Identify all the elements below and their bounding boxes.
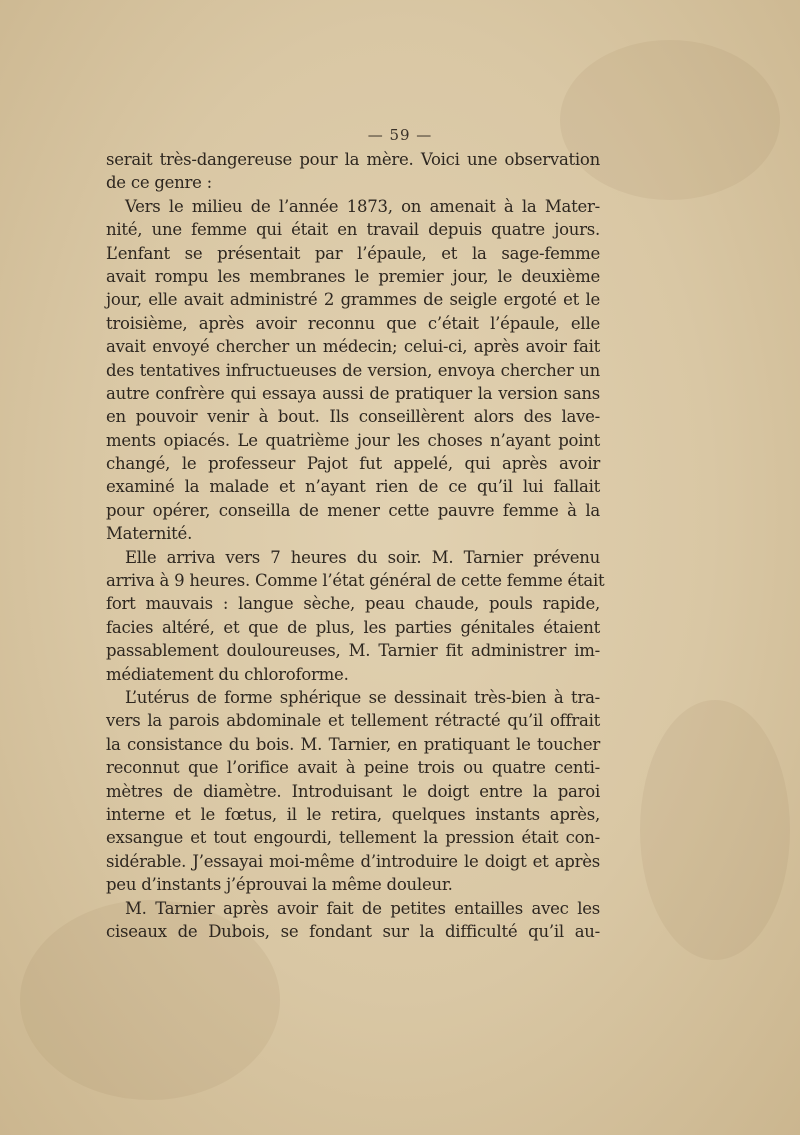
text-line: nité, une femme qui était en travail depuis quatre jours. <box>106 220 600 240</box>
text-line: changé, le professeur Pajot fut appelé, qui après avoir <box>106 454 600 474</box>
text-line: reconnut que l’orifice avait à peine trois ou quatre centi- <box>106 758 600 778</box>
text-line: pour opérer, conseilla de mener cette pauvre femme à la <box>106 500 600 520</box>
text-line: sidérable. J’essayai moi-même d’introduire le doigt et après <box>106 851 600 871</box>
text-line: Elle arriva vers 7 heures du soir. M. Tarnier prévenu <box>125 547 600 567</box>
text-line: de ce genre : <box>106 173 212 193</box>
text-line: Maternité. <box>106 524 193 544</box>
text-line: des tentatives infructueuses de version, envoya chercher un <box>106 360 600 380</box>
text-line: jour, elle avait administré 2 grammes de seigle ergoté et le <box>106 290 600 310</box>
text-line: L’enfant se présentait par l’épaule, et la sage-femme <box>106 243 600 263</box>
text-line: L’utérus de forme sphérique se dessinait très-bien à tra- <box>125 687 600 707</box>
text-line: peu d’instants j’éprouvai la même douleur. <box>106 875 453 895</box>
text-line: autre confrère qui essaya aussi de pratiquer la version sans <box>106 383 600 403</box>
text-line: passablement douloureuses, M. Tarnier fit administrer im- <box>106 641 600 661</box>
text-line: fort mauvais : langue sèche, peau chaude, pouls rapide, <box>106 594 600 614</box>
text-line: en pouvoir venir à bout. Ils conseillèrent alors des lave- <box>106 407 600 427</box>
page-number: — 59 — <box>367 126 433 144</box>
text-line: médiatement du chloroforme. <box>106 664 349 684</box>
text-line: exsangue et tout engourdi, tellement la pression était con- <box>106 828 600 848</box>
text-line: vers la parois abdominale et tellement rétracté qu’il offrait <box>106 711 600 731</box>
body-text <box>106 148 605 943</box>
text-line: ments opiacés. Le quatrième jour les choses n’ayant point <box>106 430 600 450</box>
text-line: avait rompu les membranes le premier jour, le deuxième <box>106 266 600 286</box>
text-line: serait très-dangereuse pour la mère. Voici une observation <box>106 150 600 169</box>
text-line: avait envoyé chercher un médecin; celui-ci, après avoir fait <box>106 337 600 357</box>
text-line: M. Tarnier après avoir fait de petites entailles avec les <box>125 898 600 918</box>
text-line: troisième, après avoir reconnu que c’était l’épaule, elle <box>106 313 600 333</box>
text-line: facies altéré, et que de plus, les parties génitales étaient <box>106 617 600 637</box>
text-line: examiné la malade et n’ayant rien de ce qu’il lui fallait <box>106 477 600 497</box>
paper-stain <box>640 700 790 960</box>
text-line: ciseaux de Dubois, se fondant sur la difficulté qu’il au- <box>106 921 600 941</box>
text-line: interne et le fœtus, il le retira, quelques instants après, <box>106 804 600 824</box>
text-line: arriva à 9 heures. Comme l’état général de cette femme était <box>106 571 605 591</box>
text-line: Vers le milieu de l’année 1873, on amenait à la Mater- <box>125 196 600 216</box>
text-line: la consistance du bois. M. Tarnier, en pratiquant le toucher <box>106 734 600 754</box>
text-line: mètres de diamètre. Introduisant le doigt entre la paroi <box>106 781 600 801</box>
